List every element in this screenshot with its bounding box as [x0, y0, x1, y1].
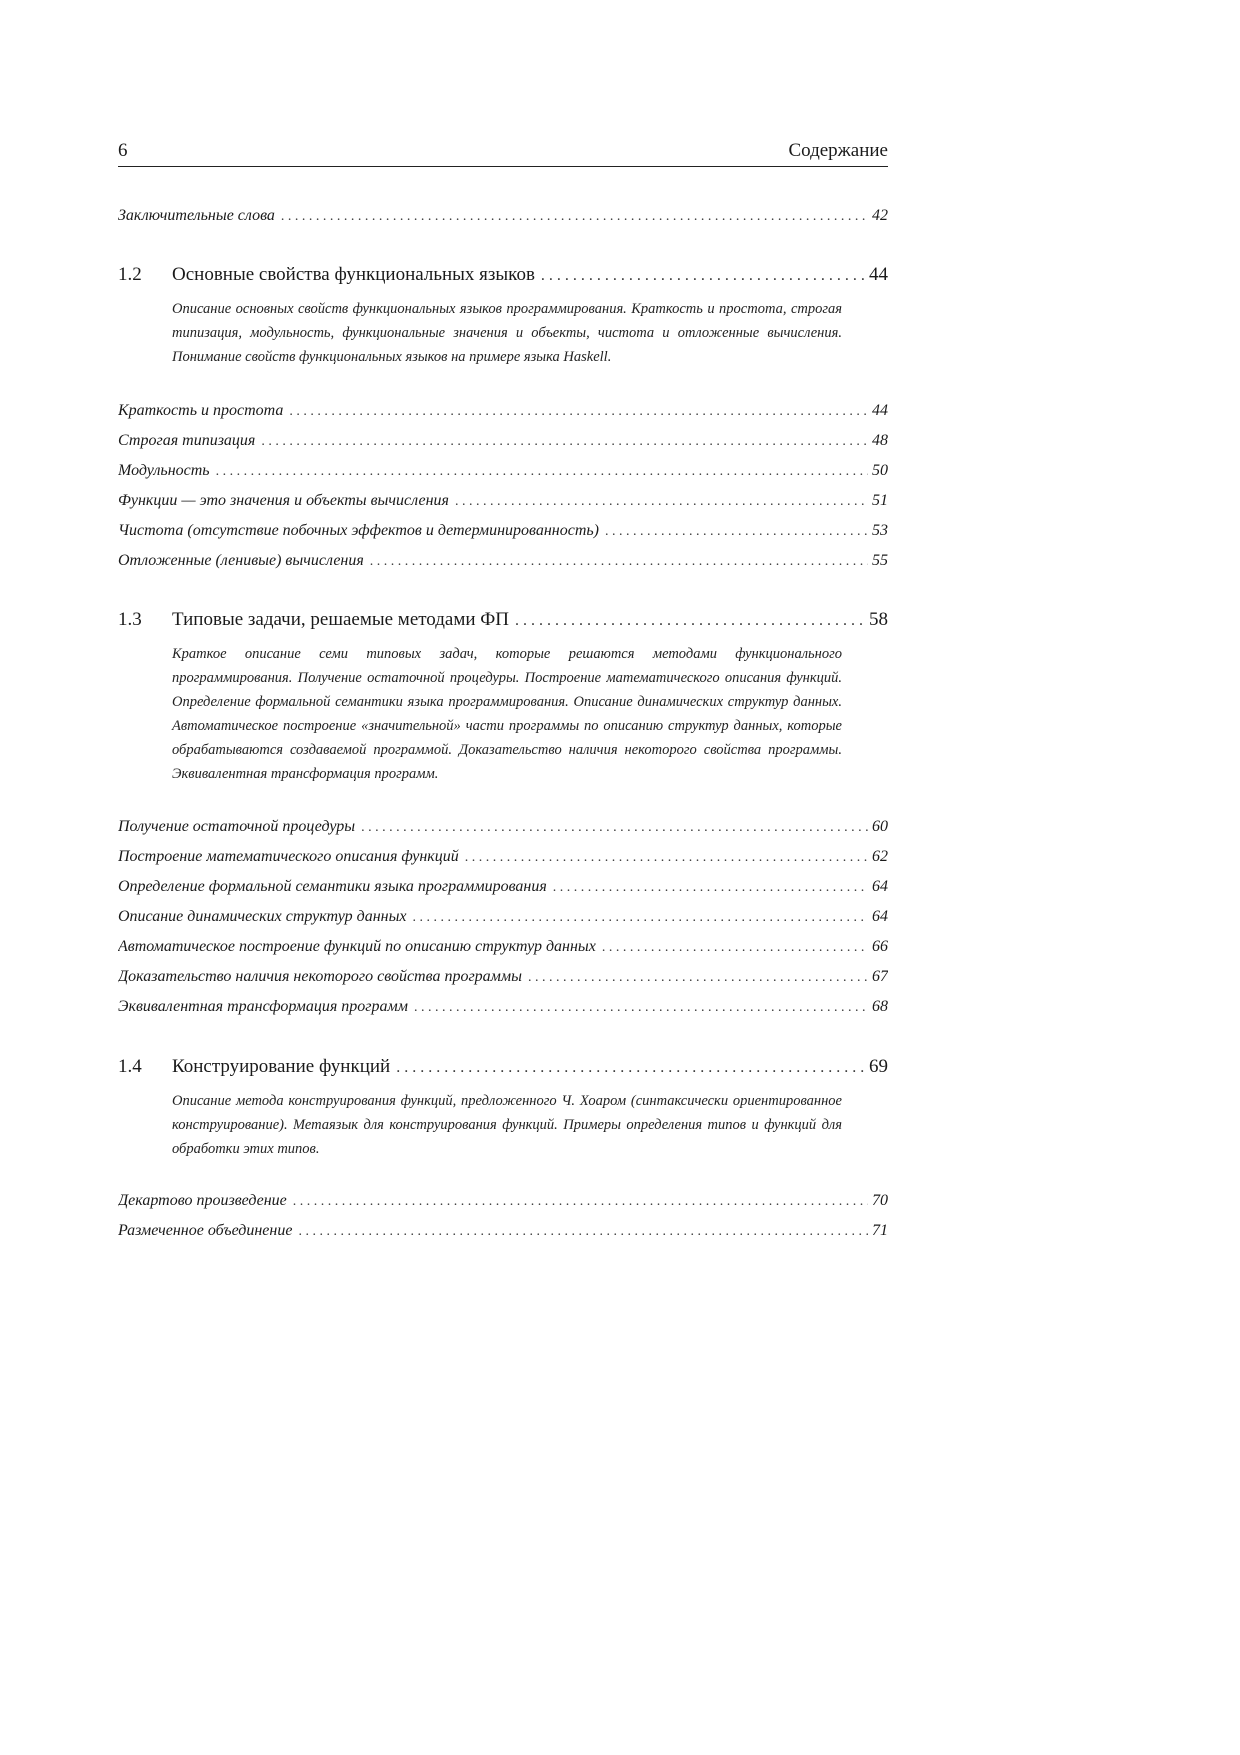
dot-leader	[298, 1224, 868, 1240]
section-page: 69	[869, 1056, 888, 1077]
dot-leader	[289, 404, 868, 420]
section-number: 1.4	[118, 1056, 142, 1077]
section-abstract: Описание основных свойств функциональных языков программирования. Краткость и простота, строгая типизация, модульность, функциональные значения и объекты, чистота и отложенные вычисления. Понимание свойств функциональных языков на примере языка Haskell.	[172, 301, 842, 365]
toc-entry-page: 71	[872, 1222, 888, 1239]
dot-leader	[528, 970, 868, 986]
toc-entry-page: 53	[872, 522, 888, 539]
toc-entry-page: 48	[872, 432, 888, 449]
dot-leader	[281, 209, 868, 225]
toc-entry-page: 68	[872, 998, 888, 1015]
toc-entry[interactable]	[118, 938, 888, 962]
toc-entry-page: 66	[872, 938, 888, 955]
toc-entry-label: Декартово произведение	[118, 1192, 287, 1209]
toc-entry-page: 42	[872, 207, 888, 224]
section-title: Конструирование функций	[172, 1056, 391, 1077]
dot-leader	[216, 464, 868, 480]
dot-leader	[541, 267, 865, 285]
section-number: 1.2	[118, 264, 142, 285]
toc-entry-label: Краткость и простота	[118, 402, 284, 419]
section-title: Основные свойства функциональных языков	[172, 264, 535, 285]
toc-entry-label: Определение формальной семантики языка программирования	[118, 878, 547, 895]
toc-entry-page: 64	[872, 908, 888, 925]
toc-entry[interactable]	[118, 1222, 888, 1246]
toc-entry[interactable]	[118, 1192, 888, 1216]
dot-leader	[414, 1000, 868, 1016]
dot-leader	[413, 910, 868, 926]
toc-entry-label: Автоматическое построение функций по описанию структур данных	[118, 938, 596, 955]
dot-leader	[261, 434, 868, 450]
toc-entry-label: Строгая типизация	[118, 432, 256, 449]
toc-entry[interactable]	[118, 818, 888, 842]
dot-leader	[396, 1059, 865, 1077]
toc-entry-label: Размеченное объединение	[118, 1222, 293, 1239]
dot-leader	[553, 880, 868, 896]
toc-entry[interactable]	[118, 492, 888, 516]
toc-section-heading[interactable]	[118, 264, 888, 292]
running-title: Содержание	[788, 140, 888, 161]
page-number: 6	[118, 140, 128, 161]
toc-entry[interactable]	[118, 848, 888, 872]
dot-leader	[605, 524, 868, 540]
toc-entry[interactable]	[118, 908, 888, 932]
section-abstract: Описание метода конструирования функций, предложенного Ч. Хоаром (синтаксически ориентированное конструирование). Метаязык для конструирования функций. Примеры определения типов и функций для обработки этих типов.	[172, 1093, 842, 1157]
toc-entry-page: 50	[872, 462, 888, 479]
toc-entry-page: 62	[872, 848, 888, 865]
toc-entry[interactable]	[118, 402, 888, 426]
section-page: 44	[869, 264, 888, 285]
toc-entry-page: 44	[872, 402, 888, 419]
toc-entry-page: 55	[872, 552, 888, 569]
toc-entry-label: Описание динамических структур данных	[118, 908, 407, 925]
toc-entry-page: 67	[872, 968, 888, 985]
toc-section-heading[interactable]	[118, 1056, 888, 1084]
toc-entry-label: Отложенные (ленивые) вычисления	[118, 552, 364, 569]
toc-entry-label: Построение математического описания функций	[118, 848, 459, 865]
dot-leader	[370, 554, 868, 570]
toc-entry-label: Доказательство наличия некоторого свойства программы	[118, 968, 522, 985]
toc-entry[interactable]	[118, 522, 888, 546]
dot-leader	[515, 612, 865, 630]
toc-entry-label: Заключительные слова	[118, 207, 275, 224]
toc-entry[interactable]	[118, 878, 888, 902]
toc-entry-page: 60	[872, 818, 888, 835]
toc-entry-label: Получение остаточной процедуры	[118, 818, 356, 835]
toc-entry[interactable]	[118, 968, 888, 992]
section-title: Типовые задачи, решаемые методами ФП	[172, 609, 510, 630]
dot-leader	[465, 850, 868, 866]
toc-entry-label: Функции — это значения и объекты вычисления	[118, 492, 449, 509]
toc-entry-page: 70	[872, 1192, 888, 1209]
dot-leader	[455, 494, 868, 510]
toc-entry[interactable]	[118, 207, 888, 231]
toc-entry-label: Эквивалентная трансформация программ	[118, 998, 408, 1015]
toc-entry[interactable]	[118, 998, 888, 1022]
toc-entry[interactable]	[118, 462, 888, 486]
dot-leader	[293, 1194, 868, 1210]
section-abstract: Краткое описание семи типовых задач, которые решаются методами функционального программирования. Получение остаточной процедуры. Построение математического описания функций. Определение формальной семантики языка программирования. Описание динамических структур данных. Автоматическое построение «значительной» части программы по описанию структур данных, которые обрабатываются создаваемой программой. Доказательство наличия некоторого свойства программы. Эквивалентная трансформация программ.	[172, 646, 842, 782]
running-head	[118, 138, 888, 167]
toc-entry-page: 64	[872, 878, 888, 895]
toc-entry-page: 51	[872, 492, 888, 509]
toc-entry[interactable]	[118, 552, 888, 576]
toc-entry[interactable]	[118, 432, 888, 456]
section-page: 58	[869, 609, 888, 630]
dot-leader	[361, 820, 868, 836]
toc-entry-label: Чистота (отсутствие побочных эффектов и детерминированность)	[118, 522, 599, 539]
section-number: 1.3	[118, 609, 142, 630]
toc-section-heading[interactable]	[118, 609, 888, 637]
dot-leader	[602, 940, 868, 956]
toc-entry-label: Модульность	[118, 462, 210, 479]
